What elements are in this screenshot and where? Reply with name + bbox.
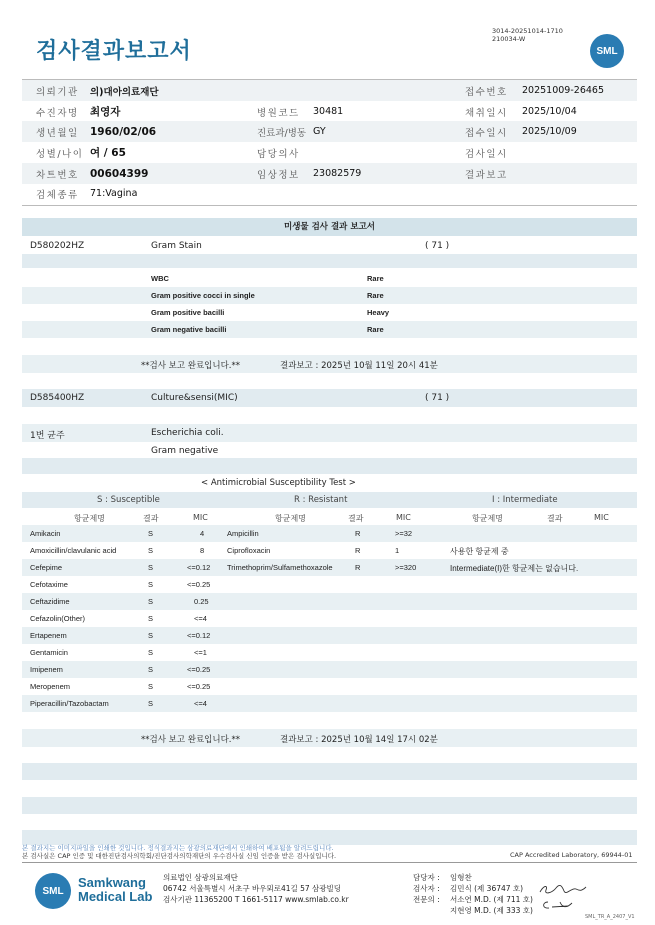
tester-value: 김민식 (제 36747 호) <box>450 884 524 893</box>
signature-2-graphic <box>540 899 580 911</box>
s-result: S <box>148 682 154 691</box>
s-result: S <box>148 529 154 538</box>
collect-date-value: 2025/10/04 <box>522 106 577 117</box>
form-code: SML_TR_A_2407_V1 <box>585 914 635 920</box>
receipt-date-label: 접수일시 <box>465 127 508 139</box>
s-drug: Imipenem <box>30 665 63 674</box>
requester-value: 의)대아의료재단 <box>90 86 159 98</box>
band <box>22 525 637 542</box>
org-address: 06742 서울특별시 서초구 바우뫼로41길 57 삼광빌딩 <box>163 884 342 893</box>
divider <box>22 862 637 863</box>
s-mic: <=0.25 <box>187 682 211 691</box>
culture-name: Culture&sensi(MIC) <box>151 393 238 403</box>
s-mic: 8 <box>200 546 205 555</box>
org-contact: 검사기관 11365200 T 1661-5117 www.smlab.co.kr <box>163 895 349 904</box>
brand-name <box>78 876 152 904</box>
s-drug: Ceftazidime <box>30 597 70 606</box>
s-mic: 4 <box>200 529 205 538</box>
r-result: R <box>355 546 361 555</box>
gram-code: D580202HZ <box>30 241 85 251</box>
s-mic: 0.25 <box>194 597 209 606</box>
band <box>22 424 637 442</box>
cat-intermediate: I : Intermediate <box>492 495 558 505</box>
info-row-2 <box>22 101 637 122</box>
sml-logo: SML <box>35 873 71 909</box>
document-id-line2: 210034-W <box>492 35 526 43</box>
band <box>22 661 637 678</box>
s-result: S <box>148 648 154 657</box>
staff-label: 담당자 : <box>413 873 440 882</box>
s-mic: <=4 <box>194 699 207 708</box>
gram-result-value: Rare <box>367 291 384 300</box>
s-result: S <box>148 665 154 674</box>
name-value: 최영자 <box>90 106 121 118</box>
r-mic: 1 <box>395 546 400 555</box>
clinical-value: 23082579 <box>313 168 362 179</box>
organism: Escherichia coli. <box>151 428 224 438</box>
band <box>22 797 637 814</box>
s-result: S <box>148 614 154 623</box>
col-result-i: 결과 <box>547 514 563 523</box>
chart-label: 차트번호 <box>36 169 79 181</box>
s-mic: <=0.12 <box>187 563 211 572</box>
receipt-no-value: 20251009-26465 <box>522 85 605 96</box>
test-date-label: 검사일시 <box>465 148 508 160</box>
document-id <box>492 27 563 43</box>
info-row-3 <box>22 121 637 142</box>
expert-label: 전문의 : <box>413 895 440 904</box>
gram-num: ( 71 ) <box>425 241 450 251</box>
s-drug: Gentamicin <box>30 648 68 657</box>
s-result: S <box>148 631 154 640</box>
band <box>22 763 637 780</box>
info-row-5 <box>22 163 637 184</box>
gram-result-value: Rare <box>367 325 384 334</box>
staff-value: 임형찬 <box>450 873 472 882</box>
s-mic: <=4 <box>194 614 207 623</box>
hospital-code-value: 30481 <box>313 106 344 117</box>
s-mic: <=0.25 <box>187 665 211 674</box>
band <box>22 458 637 474</box>
document-id-line1: 3014-20251014-1710 <box>492 27 563 35</box>
requester-label: 의뢰기관 <box>36 86 79 98</box>
gram-name: Gram Stain <box>151 241 202 251</box>
r-drug: Ciprofloxacin <box>227 546 271 555</box>
r-result: R <box>355 563 361 572</box>
col-mic-i: MIC <box>594 513 609 522</box>
expert-1: 서소연 M.D. (제 711 호) <box>450 895 533 904</box>
s-mic: <=0.12 <box>187 631 211 640</box>
info-row-1 <box>22 80 637 101</box>
specimen-label: 검체종류 <box>36 189 79 201</box>
gram-result-name: WBC <box>151 274 169 283</box>
signature-2 <box>540 896 580 915</box>
s-drug: Cefotaxime <box>30 580 68 589</box>
notice-cap: 본 검사실은 CAP 인증 및 대한진단검사의학회/진단검사의학재단의 우수검사실 신임 인증을 받은 검사실입니다. <box>22 852 337 860</box>
doctor-label: 담당의사 <box>257 148 300 160</box>
receipt-date-value: 2025/10/09 <box>522 126 577 137</box>
dept-label: 진료과/병동 <box>257 127 307 139</box>
divider <box>22 205 637 206</box>
expert-2: 지현영 M.D. (제 333 호) <box>450 906 533 915</box>
gram-type: Gram negative <box>151 446 219 456</box>
cat-resistant: R : Resistant <box>294 495 348 505</box>
sex-age-value: 여 / 65 <box>90 147 126 159</box>
s-drug: Piperacillin/Tazobactam <box>30 699 109 708</box>
band <box>22 593 637 610</box>
gram-complete: **검사 보고 완료입니다.** <box>141 361 241 371</box>
band <box>22 321 637 338</box>
band <box>22 389 637 407</box>
s-mic: <=0.25 <box>187 580 211 589</box>
culture-report-time: 결과보고 : 2025년 10월 14일 17시 02분 <box>280 735 438 745</box>
col-drug-r: 항균제명 <box>275 514 306 523</box>
r-result: R <box>355 529 361 538</box>
dob-value: 1960/02/06 <box>90 125 157 138</box>
info-row-6 <box>22 183 637 204</box>
r-mic: >=320 <box>395 563 417 572</box>
sex-age-label: 성별/나이 <box>36 148 84 160</box>
col-result-r: 결과 <box>348 514 364 523</box>
info-row-4 <box>22 142 637 163</box>
s-result: S <box>148 580 154 589</box>
ast-title: < Antimicrobial Susceptibility Test > <box>201 478 356 488</box>
culture-code: D585400HZ <box>30 393 85 403</box>
signature-1-graphic <box>538 883 588 895</box>
collect-date-label: 채취일시 <box>465 107 508 119</box>
sml-logo: SML <box>590 34 624 68</box>
col-result-s: 결과 <box>143 514 159 523</box>
s-result: S <box>148 597 154 606</box>
notice-print: 본 결과지는 이미지파일을 인쇄한 것입니다. 정식결과지는 삼광의료재단에서 인쇄하여 배포됨을 알려드립니다. <box>22 844 334 852</box>
intermediate-note-1: 사용한 항균제 중 <box>450 547 509 556</box>
hospital-code-label: 병원코드 <box>257 107 300 119</box>
culture-complete: **검사 보고 완료입니다.** <box>141 735 241 745</box>
col-mic-r: MIC <box>396 513 411 522</box>
gram-result-name: Gram positive bacilli <box>151 308 225 317</box>
brand-line2: Medical Lab <box>78 889 153 904</box>
s-drug: Cefazolin(Other) <box>30 614 86 623</box>
s-drug: Amoxicillin/clavulanic acid <box>30 546 117 555</box>
brand-line1: Samkwang <box>78 875 146 890</box>
band <box>22 287 637 304</box>
org-info <box>163 872 349 905</box>
org-name: 의료법인 삼광의료재단 <box>163 873 238 882</box>
clinical-label: 임상정보 <box>257 169 300 181</box>
col-drug-i: 항균제명 <box>472 514 503 523</box>
strain-label: 1번 균주 <box>30 431 65 441</box>
dob-label: 생년월일 <box>36 127 79 139</box>
gram-result-name: Gram positive cocci in single <box>151 291 255 300</box>
culture-num: ( 71 ) <box>425 393 450 403</box>
page-title: 검사결과보고서 <box>36 39 192 64</box>
col-drug-s: 항균제명 <box>74 514 105 523</box>
s-result: S <box>148 563 154 572</box>
s-result: S <box>148 546 154 555</box>
r-drug: Ampicillin <box>227 529 259 538</box>
s-drug: Amikacin <box>30 529 61 538</box>
gram-result-value: Heavy <box>367 308 390 317</box>
gram-result-name: Gram negative bacilli <box>151 325 227 334</box>
s-result: S <box>148 699 154 708</box>
name-label: 수진자명 <box>36 107 79 119</box>
section-title: 미생물 검사 결과 보고서 <box>22 218 637 236</box>
r-mic: >=32 <box>395 529 413 538</box>
cat-susceptible: S : Susceptible <box>97 495 160 505</box>
s-mic: <=1 <box>194 648 207 657</box>
intermediate-note-2: Intermediate(I)한 항균제는 없습니다. <box>450 564 579 573</box>
chart-value: 00604399 <box>90 167 149 180</box>
gram-report-time: 결과보고 : 2025년 10월 11일 20시 41분 <box>280 361 438 371</box>
specimen-value: 71:Vagina <box>90 188 138 199</box>
s-drug: Cefepime <box>30 563 63 572</box>
col-mic-s: MIC <box>193 513 208 522</box>
band <box>22 627 637 644</box>
band <box>22 254 637 268</box>
cap-accreditation: CAP Accredited Laboratory, 69944-01 <box>510 851 633 859</box>
gram-result-value: Rare <box>367 274 384 283</box>
tester-label: 검사자 : <box>413 884 440 893</box>
dept-value: GY <box>313 126 326 137</box>
report-label: 결과보고 <box>465 169 508 181</box>
s-drug: Ertapenem <box>30 631 67 640</box>
band <box>22 695 637 712</box>
r-drug: Trimethoprim/Sulfamethoxazole <box>227 563 333 572</box>
s-drug: Meropenem <box>30 682 71 691</box>
receipt-no-label: 접수번호 <box>465 86 508 98</box>
